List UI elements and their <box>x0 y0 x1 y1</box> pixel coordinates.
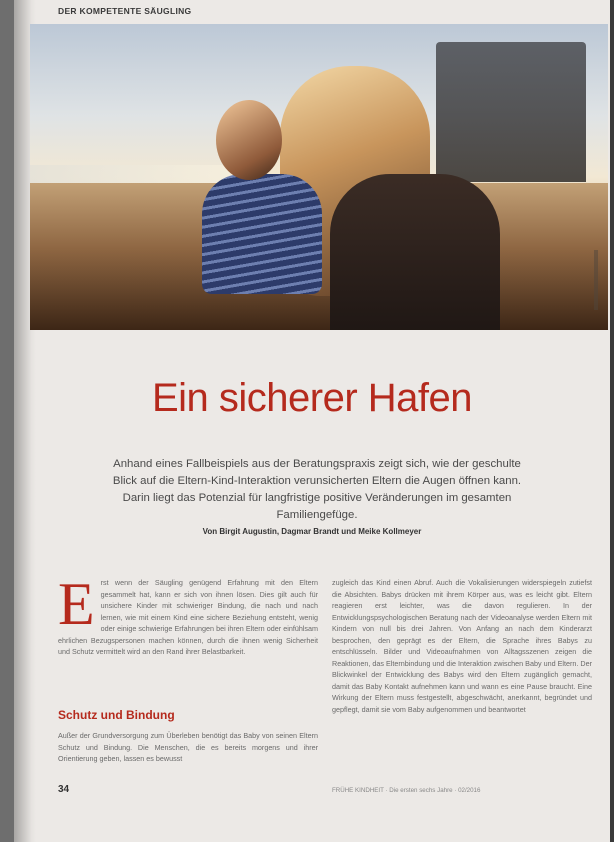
mother-body <box>330 174 500 330</box>
subheading: Schutz und Bindung <box>58 708 175 722</box>
body-column-1-text: rst wenn der Säugling genügend Erfahrung mit den Eltern gesammelt hat, kann er sich von ihnen lösen. Dies gilt auch für unsichere Kinder mit schwieriger Bindung, die nach und nach lernen, wie mit einem Kind eine sichere Beziehung entsteht, wenig oder einige schwierige Erfahrungen bei ihren Eltern oder einfühlsam ehrlichen Bezugspersonen machen können, durch die ihnen wenig Sicherheit und Schutz vermittelt wird an den Rand ihrer Belastbarkeit. <box>58 578 318 656</box>
magazine-page <box>14 0 610 842</box>
body-column-2: zugleich das Kind einen Abruf. Auch die Vokalisierungen widerspiegeln zutiefst die Absichten. Babys drücken mit ihrem Körper aus, was es leicht gibt. Eltern reagieren erst leichter, was die davon regulieren. In der Entwicklungspsychologischen Beratung nach der Videoanalyse werden Eltern mit Kindern von null bis drei Jahren. Von Anfang an nach dem Kinderarzt besprochen, den geprägt es der Eltern, die Sprache ihres Babys zu entschlüsseln. Bilder und Videoaufnahmen von Alltagsszenen zeigen die Reaktionen, das Elternbindung und die Interaktion zwischen Baby und Eltern. Der Blickwinkel der Entwicklung des Babys wird den Eltern zugänglich gemacht, damit das Baby Kontakt aufnehmen kann und wann es eine Pause braucht. Eine Wirkung der Eltern muss festgestellt, abgeschwächt, anerkannt, begründet und gepflegt, damit sie vom Baby aufgenommen und beantwortet <box>332 578 592 714</box>
section-rubric: DER KOMPETENTE SÄUGLING <box>58 6 192 16</box>
body-column-1-continued: Außer der Grundversorgung zum Überleben benötigt das Baby von seinen Eltern Schutz und Bindung. Die Menschen, die es bereits morgens und ihrer Orientierung geben, lassen es bewusst <box>58 731 318 763</box>
child-figure <box>216 100 282 180</box>
hero-photo <box>30 24 608 330</box>
article-lead: Anhand eines Fallbeispiels aus der Beratungspraxis zeigt sich, wie der geschulte Blick auf die Eltern-Kind-Interaktion verunsicherten Eltern die Augen öffnen kann. Darin liegt das Potenzial für langfristige positive Veränderungen im gesamten Familiengefüge. <box>112 458 522 521</box>
article-title: Ein sicherer Hafen <box>151 376 473 420</box>
building-silhouette <box>436 42 586 182</box>
page-edge <box>610 0 614 842</box>
article-byline: Von Birgit Augustin, Dagmar Brandt und Meike Kollmeyer <box>202 527 422 536</box>
drop-cap: E <box>58 571 95 637</box>
child-body <box>202 174 322 294</box>
page-number: 34 <box>58 784 70 795</box>
photo-credit-mark <box>594 250 598 310</box>
page-footer: FRÜHE KINDHEIT · Die ersten sechs Jahre · 02/2016 <box>332 787 481 794</box>
body-column-1 <box>58 571 318 658</box>
